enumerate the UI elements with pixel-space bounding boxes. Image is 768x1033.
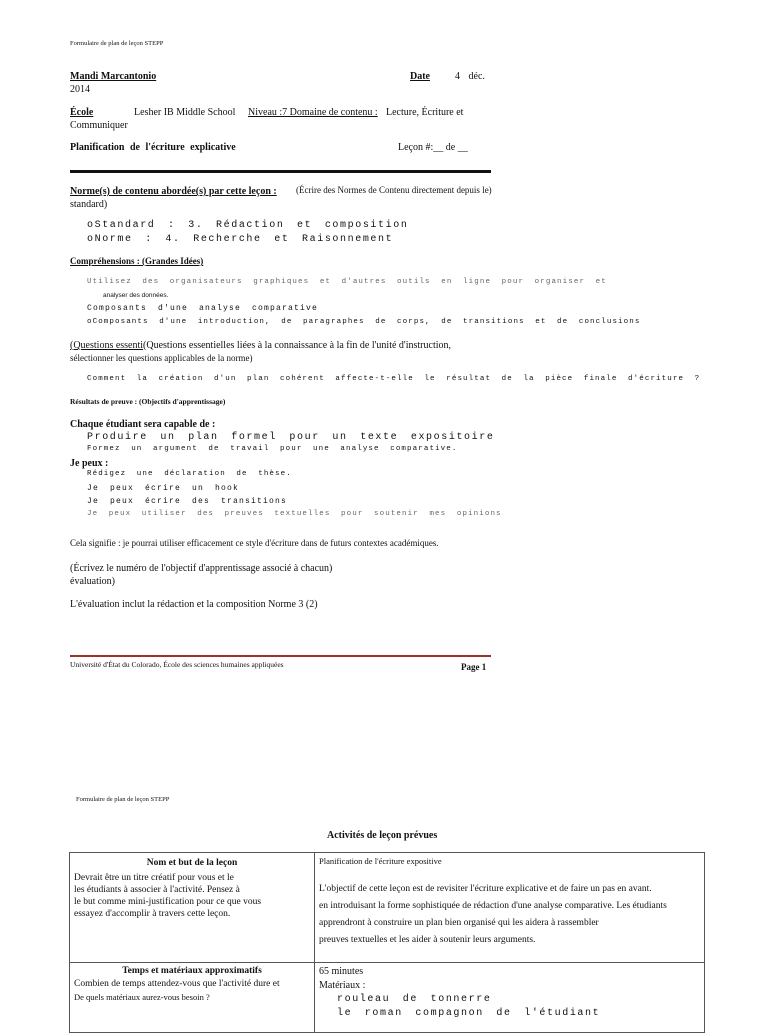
- norms-label: Norme(s) de contenu abordée(s) par cette leçon :: [70, 186, 277, 197]
- lesson-name-desc-3: le but comme mini-justification pour ce que vous: [74, 897, 262, 907]
- evaluation-cont: évaluation): [70, 576, 115, 587]
- time-materials-value-cell: [315, 963, 705, 1033]
- lesson-purpose-line-1: L'objectif de cette leçon est de revisiter l'écriture explicative et de faire un pas en avant.: [319, 884, 652, 894]
- lesson-purpose-line-4: preuves textuelles et les aider à soutenir leurs arguments.: [319, 935, 536, 945]
- lesson-purpose-line-3: apprendront à construire un plan bien organisé qui les aidera à rassembler: [319, 918, 599, 928]
- norms-note: (Écrire des Normes de Contenu directement depuis le): [296, 185, 492, 195]
- date-year: 2014: [70, 84, 90, 95]
- understanding-3: oComposants d'une introduction, de paragraphes de corps, de transitions et de conclusions: [87, 318, 641, 326]
- table-row: [70, 853, 705, 963]
- norm-standard: oStandard : 3. Rédaction et composition: [87, 220, 409, 231]
- lesson-purpose-title: Planification de l'écriture expositive: [319, 856, 442, 866]
- time-materials-heading: Temps et matériaux approximatifs: [122, 966, 262, 976]
- essential-question: Comment la création d'un plan cohérent affecte-t-elle le résultat de la pièce finale d'écriture ?: [87, 375, 701, 383]
- objective-1: Produire un plan formel pour un texte expositoire: [87, 432, 495, 443]
- time-materials-cell: [70, 963, 315, 1033]
- activities-title: Activités de leçon prévues: [327, 830, 438, 841]
- evidence-label: Résultats de preuve : (Objectifs d'apprentissage): [70, 397, 226, 406]
- time-materials-desc-1: Combien de temps attendez-vous que l'activité dure et: [74, 979, 280, 989]
- questions-label-cont: sélectionner les questions applicables de la norme): [70, 353, 253, 363]
- teacher-name: Mandi Marcantonio: [70, 71, 157, 82]
- footer-institution: Université d'État du Colorado, École des sciences humaines appliquées: [70, 660, 284, 669]
- activities-table: [69, 852, 705, 1033]
- lesson-name-desc-2: les étudiants à associer à l'activité. Pensez à: [74, 885, 240, 895]
- time-materials-desc-2: De quels matériaux aurez-vous besoin ?: [74, 992, 210, 1002]
- evaluation-includes: L'évaluation inclut la rédaction et la composition Norme 3 (2): [70, 599, 318, 610]
- material-2: le roman compagnon de l'étudiant: [337, 1008, 601, 1019]
- understanding-1: Utilisez des organisateurs graphiques et d'autres outils en ligne pour organiser et: [87, 278, 607, 286]
- understanding-1-cont: analyser des données.: [103, 292, 169, 299]
- section-divider: [70, 170, 491, 173]
- duration-value: 65 minutes: [319, 966, 364, 977]
- can-1: Rédigez une déclaration de thèse.: [87, 470, 292, 478]
- planning-title: Planification de l'écriture explicative: [70, 142, 236, 153]
- level-label: Niveau :7 Domaine de contenu :: [248, 107, 378, 118]
- school-value: Lesher IB Middle School: [134, 107, 236, 118]
- lesson-purpose-line-2: en introduisant la forme sophistiquée de rédaction d'une analyse comparative. Les étudiants: [319, 901, 667, 911]
- school-label: École: [70, 107, 94, 118]
- materials-label: Matériaux :: [319, 980, 366, 991]
- understanding-2: Composants d'une analyse comparative: [87, 304, 319, 313]
- lesson-number: Leçon #:__ de __: [398, 142, 468, 153]
- content-value-cont: Communiquer: [70, 120, 128, 131]
- can-3: Je peux écrire des transitions: [87, 497, 288, 506]
- date-value: 4 déc.: [455, 71, 485, 82]
- footer-divider: [70, 655, 491, 657]
- write-number-label: (Écrivez le numéro de l'objectif d'apprentissage associé à chacun): [70, 563, 333, 574]
- each-student-label: Chaque étudiant sera capable de :: [70, 419, 216, 430]
- can-4: Je peux utiliser des preuves textuelles pour soutenir mes opinions: [87, 510, 502, 518]
- lesson-name-desc-1: Devrait être un titre créatif pour vous et le: [74, 873, 234, 883]
- table-row: [70, 963, 705, 1033]
- norm-research: oNorme : 4. Recherche et Raisonnement: [87, 234, 394, 245]
- lesson-name-cell: [70, 853, 315, 963]
- objective-2: Formez un argument de travail pour une analyse comparative.: [87, 445, 458, 453]
- understandings-label: Compréhensions : (Grandes Idées): [70, 256, 204, 266]
- can-2: Je peux écrire un hook: [87, 484, 240, 493]
- i-can-label: Je peux :: [70, 458, 109, 469]
- form-header: Formulaire de plan de leçon STEPP: [70, 40, 164, 47]
- form-header-page2: Formulaire de plan de leçon STEPP: [76, 796, 170, 803]
- material-1: rouleau de tonnerre: [337, 994, 492, 1005]
- meaning-statement: Cela signifie : je pourrai utiliser efficacement ce style d'écriture dans de futurs contextes académiques.: [70, 538, 439, 548]
- page-number: Page 1: [461, 662, 487, 672]
- date-label: Date: [410, 71, 430, 82]
- lesson-name-desc-4: essayez d'accomplir à travers cette leçon.: [74, 909, 231, 919]
- norms-note-cont: standard): [70, 199, 108, 210]
- content-value: Lecture, Écriture et: [386, 107, 464, 118]
- lesson-purpose-cell: [315, 853, 705, 963]
- questions-label: (Questions essenti(Questions essentielles liées à la connaissance à la fin de l'unité d'instruction,: [70, 340, 452, 351]
- lesson-name-heading: Nom et but de la leçon: [146, 858, 238, 868]
